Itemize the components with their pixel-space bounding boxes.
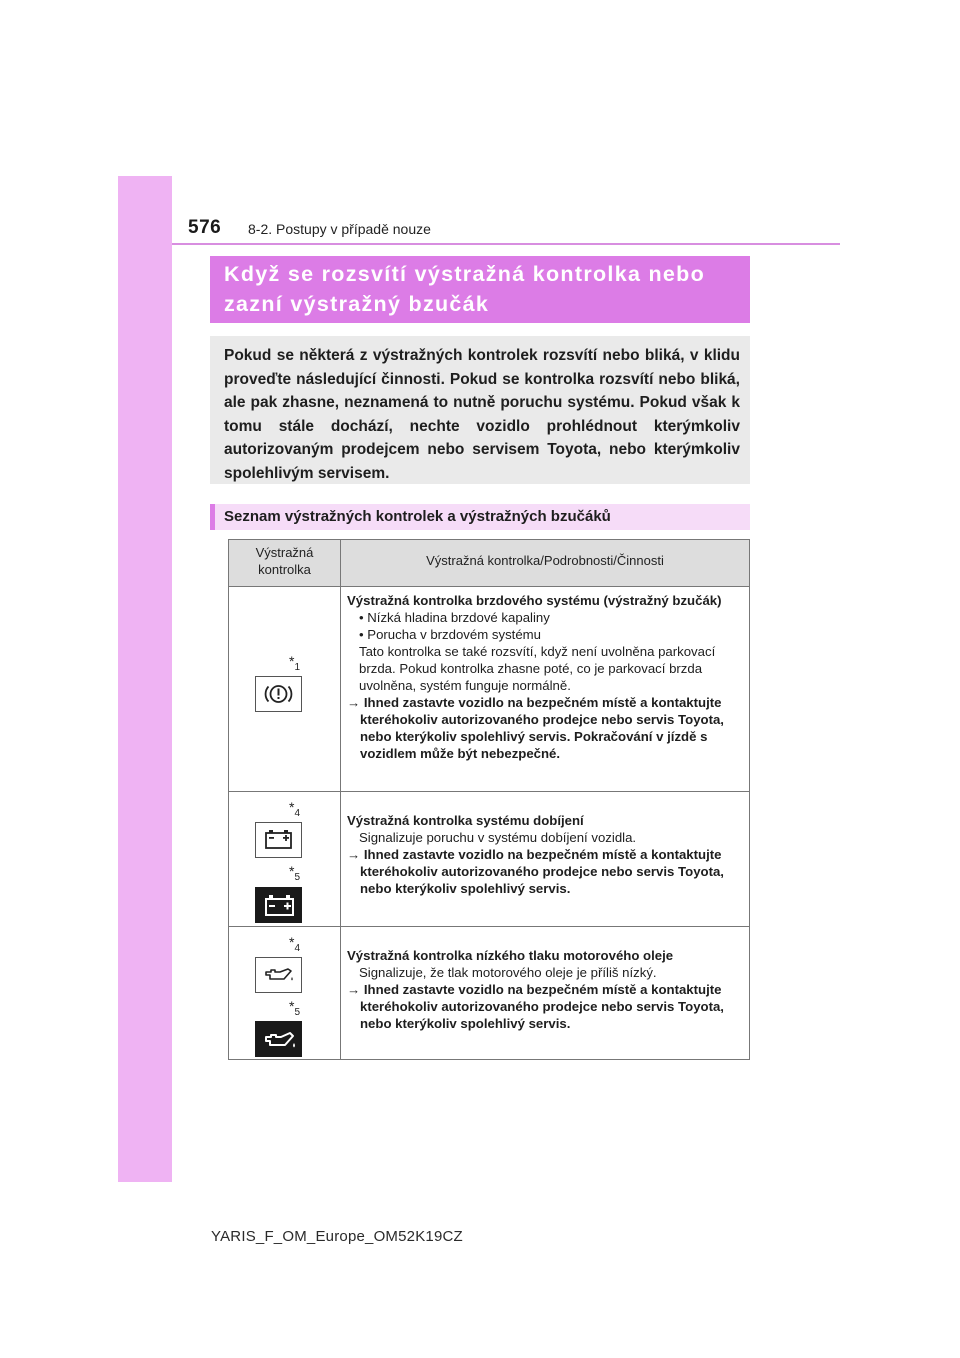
row-action: → Ihned zastavte vozidlo na bezpečném místě a kontaktujte kteréhokoliv autorizovaného prodejce nebo servis Toyota, nebo kterýkoliv spolehlivý servis.: [347, 982, 724, 1031]
footnote-mark: $*_5$: [289, 863, 301, 883]
table-row: [229, 791, 749, 927]
icon-cell: [229, 587, 340, 792]
section-title-box: [210, 256, 750, 323]
header-col-light-line1: Výstražná: [255, 545, 314, 560]
bullet-item: • Nízká hladina brzdové kapaliny: [359, 610, 550, 625]
header-rule: [172, 243, 840, 245]
row-detail: Signalizuje poruchu v systému dobíjení vozidla.: [359, 830, 637, 845]
row-text: [347, 947, 743, 1032]
battery-icon: [255, 822, 302, 858]
battery-icon: [255, 887, 302, 923]
header-col-light-line2: kontrolka: [258, 562, 311, 577]
header-col-details: Výstražná kontrolka/Podrobnosti/Činnosti: [426, 553, 664, 568]
subsection-heading: [210, 504, 750, 530]
table-row: [229, 586, 749, 792]
intro-box: [210, 336, 750, 484]
footnote-mark: $*_5$: [289, 998, 301, 1018]
document-code: YARIS_F_OM_Europe_OM52K19CZ: [211, 1228, 463, 1245]
row-title: Výstražná kontrolka brzdového systému (výstražný bzučák): [347, 593, 722, 608]
intro-text: Pokud se některá z výstražných kontrolek rozsvítí nebo bliká, v klidu proveďte následující činnosti. Pokud se kontrolka rozsvítí nebo bliká, ale pak zhasne, neznamená to nutně poruchu systému. Pokud však k tomu stále dochází, nechte vozidlo prohlédnout kterýmkoliv autorizovaným prodejcem nebo servisem Toyota, nebo kterýmkoliv spolehlivým servisem.: [224, 347, 740, 482]
running-head: 8-2. Postupy v případě nouze: [248, 221, 431, 237]
table-header: [229, 540, 749, 587]
icon-cell: [229, 792, 340, 927]
oil-can-icon: [255, 957, 302, 993]
icon-cell: [229, 927, 340, 1060]
row-note: Tato kontrolka se také rozsvítí, když není uvolněna parkovací brzda. Pokud kontrolka zhasne poté, co je parkovací brzda uvolněna, systém funguje normálně.: [359, 644, 716, 693]
section-title-line1: Když se rozsvítí výstražná kontrolka nebo: [224, 262, 706, 286]
page-number: 576: [188, 217, 222, 238]
section-title-line2: zazní výstražný bzučák: [224, 292, 490, 316]
row-title: Výstražná kontrolka systému dobíjení: [347, 813, 584, 828]
footnote-mark: $*_4$: [289, 934, 301, 954]
row-action: → Ihned zastavte vozidlo na bezpečném místě a kontaktujte kteréhokoliv autorizovaného prodejce nebo servis Toyota, nebo kterýkoliv spolehlivý servis. Pokračování v jízdě s vozidlem může být nebezpečné.: [347, 695, 724, 761]
table-row: [229, 926, 749, 1060]
oil-can-icon: [255, 1021, 302, 1057]
subsection-title: Seznam výstražných kontrolek a výstražných bzučáků: [224, 508, 611, 525]
column-divider: [340, 540, 341, 1059]
header-col-light: [229, 544, 340, 578]
warning-lights-table: [228, 539, 750, 1060]
footnote-mark: $*_4$: [289, 799, 301, 819]
bullet-item: • Porucha v brzdovém systému: [359, 627, 541, 642]
row-text: [347, 812, 743, 897]
row-detail: Signalizuje, že tlak motorového oleje je příliš nízký.: [359, 965, 657, 980]
brake-warning-icon: [255, 676, 302, 712]
row-title: Výstražná kontrolka nízkého tlaku motorového oleje: [347, 948, 674, 963]
row-text: [347, 592, 743, 762]
footnote-mark: $*_1$: [289, 653, 301, 673]
chapter-tab-band: [118, 176, 172, 1182]
row-action: → Ihned zastavte vozidlo na bezpečném místě a kontaktujte kteréhokoliv autorizovaného prodejce nebo servis Toyota, nebo kterýkoliv spolehlivý servis.: [347, 847, 724, 896]
